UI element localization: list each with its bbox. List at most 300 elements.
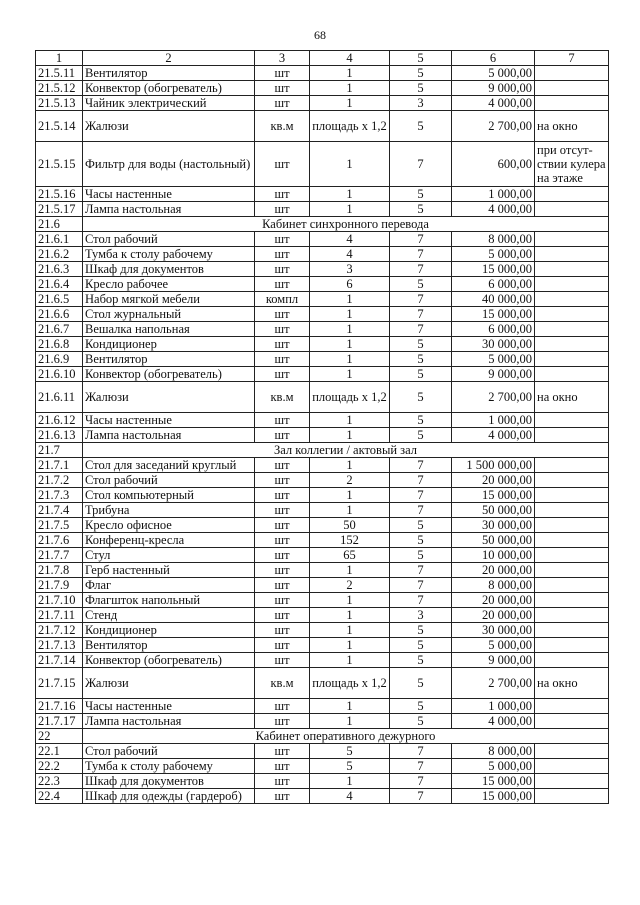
service-years: 7: [390, 232, 452, 247]
note: [535, 759, 609, 774]
item-code: 22.3: [36, 774, 83, 789]
service-years: 7: [390, 563, 452, 578]
item-code: 21.5.12: [36, 81, 83, 96]
item-name: Вешалка напольная: [83, 322, 255, 337]
quantity: 1: [310, 292, 390, 307]
price: 9 000,00: [452, 367, 535, 382]
note: [535, 187, 609, 202]
table-row: [36, 578, 609, 593]
service-years: 5: [390, 277, 452, 292]
quantity: 50: [310, 518, 390, 533]
note: [535, 533, 609, 548]
header-col-2: 2: [83, 51, 255, 66]
item-code: 21.6.9: [36, 352, 83, 367]
item-code: 21.5.16: [36, 187, 83, 202]
note: [535, 623, 609, 638]
service-years: 7: [390, 292, 452, 307]
quantity: площадь х 1,2: [310, 668, 390, 699]
price: 10 000,00: [452, 548, 535, 563]
note: [535, 428, 609, 443]
table-row: [36, 789, 609, 804]
table-row: [36, 668, 609, 699]
price: 20 000,00: [452, 593, 535, 608]
note: [535, 593, 609, 608]
service-years: 5: [390, 352, 452, 367]
header-col-5: 5: [390, 51, 452, 66]
item-name: Часы настенные: [83, 699, 255, 714]
unit: компл: [255, 292, 310, 307]
table-row: [36, 413, 609, 428]
price: 8 000,00: [452, 578, 535, 593]
unit: шт: [255, 66, 310, 81]
price: 5 000,00: [452, 759, 535, 774]
unit: шт: [255, 518, 310, 533]
price: 1 000,00: [452, 187, 535, 202]
table-row: [36, 518, 609, 533]
table-row: [36, 382, 609, 413]
note: [535, 413, 609, 428]
unit: шт: [255, 247, 310, 262]
note: [535, 367, 609, 382]
table-row: [36, 367, 609, 382]
unit: кв.м: [255, 111, 310, 142]
item-name: Набор мягкой мебели: [83, 292, 255, 307]
quantity: 1: [310, 458, 390, 473]
note: [535, 608, 609, 623]
note: на окно: [535, 668, 609, 699]
unit: шт: [255, 593, 310, 608]
note: [535, 247, 609, 262]
item-name: Герб настенный: [83, 563, 255, 578]
note: [535, 292, 609, 307]
unit: шт: [255, 413, 310, 428]
note: [535, 548, 609, 563]
item-name: Тумба к столу рабочему: [83, 759, 255, 774]
price: 40 000,00: [452, 292, 535, 307]
table-row: [36, 759, 609, 774]
table-row: [36, 563, 609, 578]
unit: шт: [255, 744, 310, 759]
service-years: 5: [390, 699, 452, 714]
service-years: 5: [390, 111, 452, 142]
unit: шт: [255, 458, 310, 473]
table-row: [36, 473, 609, 488]
section-title: Кабинет синхронного перевода: [83, 217, 609, 232]
quantity: 1: [310, 428, 390, 443]
item-code: 21.7.3: [36, 488, 83, 503]
service-years: 7: [390, 142, 452, 187]
section-code: 21.6: [36, 217, 83, 232]
quantity: 1: [310, 623, 390, 638]
unit: шт: [255, 277, 310, 292]
table-row: [36, 111, 609, 142]
note: [535, 262, 609, 277]
item-code: 21.7.10: [36, 593, 83, 608]
table-row: [36, 714, 609, 729]
item-name: Жалюзи: [83, 111, 255, 142]
item-code: 21.6.2: [36, 247, 83, 262]
note: [535, 232, 609, 247]
item-name: Конвектор (обогреватель): [83, 367, 255, 382]
price: 5 000,00: [452, 352, 535, 367]
price: 20 000,00: [452, 473, 535, 488]
note: [535, 202, 609, 217]
item-code: 21.6.13: [36, 428, 83, 443]
price: 1 500 000,00: [452, 458, 535, 473]
section-code: 21.7: [36, 443, 83, 458]
item-code: 21.5.17: [36, 202, 83, 217]
item-code: 21.5.15: [36, 142, 83, 187]
quantity: 65: [310, 548, 390, 563]
service-years: 5: [390, 428, 452, 443]
price: 30 000,00: [452, 623, 535, 638]
note: [535, 789, 609, 804]
table-row: [36, 262, 609, 277]
item-code: 21.7.13: [36, 638, 83, 653]
table-row: [36, 744, 609, 759]
note: при отсут-ствии кулера на этаже: [535, 142, 609, 187]
unit: шт: [255, 653, 310, 668]
quantity: 1: [310, 503, 390, 518]
service-years: 5: [390, 653, 452, 668]
price: 15 000,00: [452, 789, 535, 804]
item-name: Фильтр для воды (настольный): [83, 142, 255, 187]
quantity: 5: [310, 744, 390, 759]
price: 30 000,00: [452, 337, 535, 352]
service-years: 5: [390, 187, 452, 202]
note: [535, 518, 609, 533]
item-code: 21.7.5: [36, 518, 83, 533]
header-row: [36, 51, 609, 66]
service-years: 7: [390, 578, 452, 593]
item-name: Кресло рабочее: [83, 277, 255, 292]
quantity: площадь х 1,2: [310, 382, 390, 413]
service-years: 5: [390, 533, 452, 548]
item-name: Стенд: [83, 608, 255, 623]
table-row: [36, 653, 609, 668]
note: [535, 503, 609, 518]
service-years: 5: [390, 623, 452, 638]
note: [535, 638, 609, 653]
quantity: 3: [310, 262, 390, 277]
table-row: [36, 638, 609, 653]
price: 2 700,00: [452, 111, 535, 142]
item-code: 22.4: [36, 789, 83, 804]
item-name: Стол рабочий: [83, 744, 255, 759]
quantity: 1: [310, 187, 390, 202]
service-years: 7: [390, 247, 452, 262]
item-code: 21.7.14: [36, 653, 83, 668]
unit: шт: [255, 503, 310, 518]
section-title: Кабинет оперативного дежурного: [83, 729, 609, 744]
quantity: 1: [310, 66, 390, 81]
service-years: 5: [390, 337, 452, 352]
price: 4 000,00: [452, 96, 535, 111]
note: [535, 473, 609, 488]
quantity: 152: [310, 533, 390, 548]
unit: шт: [255, 533, 310, 548]
table-row: [36, 187, 609, 202]
table-row: [36, 96, 609, 111]
table-row: [36, 428, 609, 443]
item-name: Вентилятор: [83, 66, 255, 81]
item-code: 21.6.7: [36, 322, 83, 337]
service-years: 5: [390, 81, 452, 96]
unit: шт: [255, 142, 310, 187]
item-name: Вентилятор: [83, 638, 255, 653]
price: 20 000,00: [452, 563, 535, 578]
note: на окно: [535, 111, 609, 142]
item-code: 21.6.10: [36, 367, 83, 382]
service-years: 5: [390, 714, 452, 729]
note: [535, 458, 609, 473]
item-code: 21.7.1: [36, 458, 83, 473]
table-row: [36, 247, 609, 262]
unit: шт: [255, 488, 310, 503]
service-years: 7: [390, 262, 452, 277]
item-code: 21.7.4: [36, 503, 83, 518]
item-code: 21.6.12: [36, 413, 83, 428]
service-years: 5: [390, 413, 452, 428]
unit: шт: [255, 262, 310, 277]
item-name: Стол рабочий: [83, 473, 255, 488]
price: 15 000,00: [452, 307, 535, 322]
unit: шт: [255, 473, 310, 488]
note: [535, 774, 609, 789]
header-col-7: 7: [535, 51, 609, 66]
price: 8 000,00: [452, 744, 535, 759]
price: 15 000,00: [452, 262, 535, 277]
service-years: 3: [390, 96, 452, 111]
quantity: 1: [310, 638, 390, 653]
item-name: Лампа настольная: [83, 202, 255, 217]
header-col-1: 1: [36, 51, 83, 66]
price: 15 000,00: [452, 774, 535, 789]
service-years: 5: [390, 202, 452, 217]
unit: шт: [255, 202, 310, 217]
service-years: 7: [390, 744, 452, 759]
item-code: 21.6.1: [36, 232, 83, 247]
service-years: 7: [390, 458, 452, 473]
service-years: 7: [390, 473, 452, 488]
item-name: Часы настенные: [83, 187, 255, 202]
table-row: [36, 66, 609, 81]
table-row: [36, 699, 609, 714]
unit: шт: [255, 352, 310, 367]
quantity: 1: [310, 307, 390, 322]
note: [535, 352, 609, 367]
section-title: Зал коллегии / актовый зал: [83, 443, 609, 458]
quantity: 1: [310, 202, 390, 217]
item-name: Флагшток напольный: [83, 593, 255, 608]
quantity: 1: [310, 653, 390, 668]
service-years: 5: [390, 668, 452, 699]
item-code: 21.7.7: [36, 548, 83, 563]
item-name: Стол рабочий: [83, 232, 255, 247]
item-code: 21.6.11: [36, 382, 83, 413]
service-years: 7: [390, 322, 452, 337]
table-row: [36, 352, 609, 367]
section-code: 22: [36, 729, 83, 744]
item-code: 21.6.6: [36, 307, 83, 322]
price: 4 000,00: [452, 202, 535, 217]
item-code: 21.7.12: [36, 623, 83, 638]
unit: шт: [255, 578, 310, 593]
price: 30 000,00: [452, 518, 535, 533]
item-code: 21.7.2: [36, 473, 83, 488]
quantity: 1: [310, 142, 390, 187]
price: 8 000,00: [452, 232, 535, 247]
service-years: 7: [390, 759, 452, 774]
item-name: Конференц-кресла: [83, 533, 255, 548]
service-years: 7: [390, 789, 452, 804]
note: [535, 277, 609, 292]
price: 1 000,00: [452, 413, 535, 428]
item-code: 21.5.11: [36, 66, 83, 81]
quantity: 1: [310, 367, 390, 382]
note: на окно: [535, 382, 609, 413]
note: [535, 699, 609, 714]
unit: шт: [255, 322, 310, 337]
item-code: 21.7.17: [36, 714, 83, 729]
item-name: Флаг: [83, 578, 255, 593]
quantity: 1: [310, 608, 390, 623]
table-row: [36, 548, 609, 563]
price: 600,00: [452, 142, 535, 187]
note: [535, 66, 609, 81]
note: [535, 81, 609, 96]
item-name: Трибуна: [83, 503, 255, 518]
item-code: 21.6.4: [36, 277, 83, 292]
item-name: Кресло офисное: [83, 518, 255, 533]
price: 5 000,00: [452, 638, 535, 653]
section-row: [36, 443, 609, 458]
item-name: Стул: [83, 548, 255, 563]
table-row: [36, 322, 609, 337]
unit: шт: [255, 759, 310, 774]
price: 1 000,00: [452, 699, 535, 714]
note: [535, 322, 609, 337]
section-row: [36, 729, 609, 744]
item-name: Вентилятор: [83, 352, 255, 367]
price: 50 000,00: [452, 533, 535, 548]
service-years: 7: [390, 503, 452, 518]
table-body: [36, 66, 609, 804]
note: [535, 714, 609, 729]
quantity: 4: [310, 789, 390, 804]
table-row: [36, 337, 609, 352]
item-code: 21.6.8: [36, 337, 83, 352]
unit: шт: [255, 623, 310, 638]
price: 6 000,00: [452, 277, 535, 292]
unit: шт: [255, 608, 310, 623]
price: 5 000,00: [452, 247, 535, 262]
page-number: 68: [314, 28, 326, 42]
quantity: 1: [310, 714, 390, 729]
quantity: 1: [310, 337, 390, 352]
quantity: 1: [310, 322, 390, 337]
quantity: площадь х 1,2: [310, 111, 390, 142]
item-name: Кондиционер: [83, 623, 255, 638]
quantity: 1: [310, 413, 390, 428]
note: [535, 488, 609, 503]
item-name: Шкаф для документов: [83, 774, 255, 789]
item-name: Чайник электрический: [83, 96, 255, 111]
table-row: [36, 202, 609, 217]
table-row: [36, 608, 609, 623]
service-years: 5: [390, 66, 452, 81]
quantity: 1: [310, 96, 390, 111]
quantity: 2: [310, 578, 390, 593]
unit: шт: [255, 96, 310, 111]
price: 20 000,00: [452, 608, 535, 623]
table-row: [36, 503, 609, 518]
service-years: 5: [390, 638, 452, 653]
price: 4 000,00: [452, 428, 535, 443]
quantity: 4: [310, 247, 390, 262]
note: [535, 307, 609, 322]
note: [535, 744, 609, 759]
unit: шт: [255, 638, 310, 653]
item-code: 22.2: [36, 759, 83, 774]
table-row: [36, 488, 609, 503]
price: 50 000,00: [452, 503, 535, 518]
table-row: [36, 307, 609, 322]
table-row: [36, 142, 609, 187]
service-years: 3: [390, 608, 452, 623]
service-years: 5: [390, 548, 452, 563]
unit: кв.м: [255, 668, 310, 699]
header-col-4: 4: [310, 51, 390, 66]
item-name: Стол для заседаний круглый: [83, 458, 255, 473]
price: 2 700,00: [452, 668, 535, 699]
header-col-3: 3: [255, 51, 310, 66]
item-name: Лампа настольная: [83, 714, 255, 729]
service-years: 7: [390, 774, 452, 789]
service-years: 7: [390, 307, 452, 322]
item-code: 21.5.14: [36, 111, 83, 142]
quantity: 1: [310, 774, 390, 789]
item-code: 21.7.11: [36, 608, 83, 623]
unit: шт: [255, 81, 310, 96]
item-code: 21.6.5: [36, 292, 83, 307]
unit: шт: [255, 232, 310, 247]
quantity: 4: [310, 232, 390, 247]
quantity: 1: [310, 593, 390, 608]
item-name: Шкаф для документов: [83, 262, 255, 277]
inventory-table: [35, 50, 609, 804]
price: 9 000,00: [452, 653, 535, 668]
quantity: 1: [310, 488, 390, 503]
item-name: Кондиционер: [83, 337, 255, 352]
note: [535, 563, 609, 578]
service-years: 7: [390, 593, 452, 608]
item-code: 21.7.9: [36, 578, 83, 593]
quantity: 1: [310, 699, 390, 714]
note: [535, 653, 609, 668]
note: [535, 337, 609, 352]
item-code: 21.6.3: [36, 262, 83, 277]
item-code: 21.7.15: [36, 668, 83, 699]
unit: шт: [255, 367, 310, 382]
price: 2 700,00: [452, 382, 535, 413]
item-name: Конвектор (обогреватель): [83, 81, 255, 96]
item-code: 21.5.13: [36, 96, 83, 111]
table-row: [36, 81, 609, 96]
table-row: [36, 277, 609, 292]
unit: шт: [255, 548, 310, 563]
unit: кв.м: [255, 382, 310, 413]
